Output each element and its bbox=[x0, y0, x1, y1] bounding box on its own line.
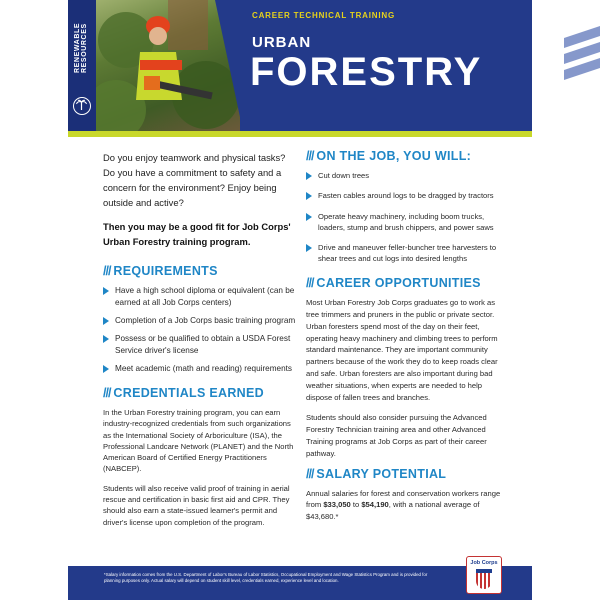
triangle-bullet-icon bbox=[103, 317, 109, 325]
triangle-bullet-icon bbox=[306, 172, 312, 180]
triangle-bullet-icon bbox=[306, 213, 312, 221]
careers-heading bbox=[306, 277, 502, 289]
job-corps-logo bbox=[466, 556, 502, 594]
photo-wedge bbox=[215, 0, 243, 131]
right-column bbox=[306, 150, 502, 531]
list-item: Drive and maneuver feller-buncher tree harvesters to shear trees and cut logs into desired lengths bbox=[306, 242, 502, 265]
decorative-stripes bbox=[560, 22, 600, 82]
list-item: Operate heavy machinery, including boom trucks, loaders, stump and brush chippers, and power saws bbox=[306, 211, 502, 234]
title-small: URBAN bbox=[252, 34, 312, 51]
triangle-bullet-icon bbox=[103, 365, 109, 373]
intro-fit: Then you may be a good fit for Job Corps' Urban Forestry training program. bbox=[103, 221, 291, 247]
salary-footnote: *Salary information comes from the U.S. Department of Labor's Bureau of Labor Statistics, Occupational Employment and Wage Statistics Program and is provided for planning purposes only. Actual salary will depend on student skill level, credentials earned, experience level and location. bbox=[104, 572, 428, 583]
list-item: Fasten cables around logs to be dragged by tractors bbox=[306, 190, 502, 201]
palm-tree-glyph bbox=[74, 98, 89, 113]
heading-slashes: /// bbox=[103, 386, 111, 400]
eyebrow-label: CAREER TECHNICAL TRAINING bbox=[252, 11, 395, 20]
list-item: Cut down trees bbox=[306, 170, 502, 181]
on-the-job-list bbox=[306, 170, 502, 265]
heading-slashes: /// bbox=[306, 275, 314, 290]
side-label: RENEWABLE RESOURCES bbox=[74, 22, 88, 74]
salary-paragraph: Annual salaries for forest and conservation workers range from $33,050 to $54,190, with a national average of $43,680.* bbox=[306, 488, 501, 522]
page-title: FORESTRY bbox=[250, 50, 483, 94]
triangle-bullet-icon bbox=[306, 244, 312, 252]
triangle-bullet-icon bbox=[103, 287, 109, 295]
on-the-job-heading bbox=[306, 150, 502, 162]
heading-slashes: /// bbox=[306, 466, 314, 481]
requirements-heading bbox=[103, 265, 297, 277]
intro-question: Do you enjoy teamwork and physical tasks? Do you have a commitment to safety and a concern for the environment? Enjoy being outside and active? bbox=[103, 152, 286, 208]
salary-title: SALARY POTENTIAL bbox=[316, 466, 447, 481]
triangle-bullet-icon bbox=[103, 335, 109, 343]
credentials-paragraph-1: In the Urban Forestry training program, you can earn industry-recognized credentials from such organizations as the International Society of Arboriculture (ISA), the Professional Landcare Network (PLANET) and the North American Board of Certified Energy Practitioners (NABCEP). bbox=[103, 408, 294, 474]
logo-text: Job Corps bbox=[470, 560, 498, 566]
left-column bbox=[103, 150, 297, 536]
list-item: Have a high school diploma or equivalent (can be earned at all Job Corps centers) bbox=[103, 285, 297, 309]
shield-icon bbox=[476, 569, 492, 589]
requirements-title: REQUIREMENTS bbox=[113, 264, 218, 278]
list-item: Completion of a Job Corps basic training program bbox=[103, 315, 297, 327]
credentials-paragraph-2: Students will also receive valid proof of training in aerial rescue and certification in basic first aid and CPR. They should also earn a state-issued learner's permit and driver's license upon completion of the program. bbox=[103, 483, 290, 527]
accent-bar bbox=[68, 131, 532, 137]
list-item: Possess or be qualified to obtain a USDA Forest Service driver's license bbox=[103, 333, 297, 357]
credentials-title: CREDENTIALS EARNED bbox=[113, 386, 264, 400]
list-item: Meet academic (math and reading) requirements bbox=[103, 363, 297, 375]
triangle-bullet-icon bbox=[306, 192, 312, 200]
heading-slashes: /// bbox=[306, 149, 314, 163]
credentials-heading bbox=[103, 387, 297, 399]
heading-slashes: /// bbox=[103, 264, 111, 278]
careers-paragraph-2: Students should also consider pursuing the Advanced Forestry Technician training area and other Advanced Training programs at Job Corps as part of their career pathway. bbox=[306, 412, 487, 458]
salary-heading bbox=[306, 468, 502, 480]
requirements-list bbox=[103, 285, 297, 375]
careers-paragraph-1: Most Urban Forestry Job Corps graduates go to work as tree trimmers and pruners in the public or private sector. Urban foresters spend most of the day on their feet, operating heavy machinery and climbing trees to perform standard maintenance. They are important community partners because of the work they do to keep roads clear and safe. Urban foresters are also important during bad weather situations, when experts are needed to help dispose of fallen trees and branches. bbox=[306, 297, 498, 403]
careers-title: CAREER OPPORTUNITIES bbox=[316, 275, 481, 290]
tree-icon bbox=[73, 97, 91, 115]
on-the-job-title: ON THE JOB, YOU WILL: bbox=[316, 149, 472, 163]
salary-low: $33,050 bbox=[323, 500, 351, 510]
salary-high: $54,190 bbox=[361, 500, 389, 510]
